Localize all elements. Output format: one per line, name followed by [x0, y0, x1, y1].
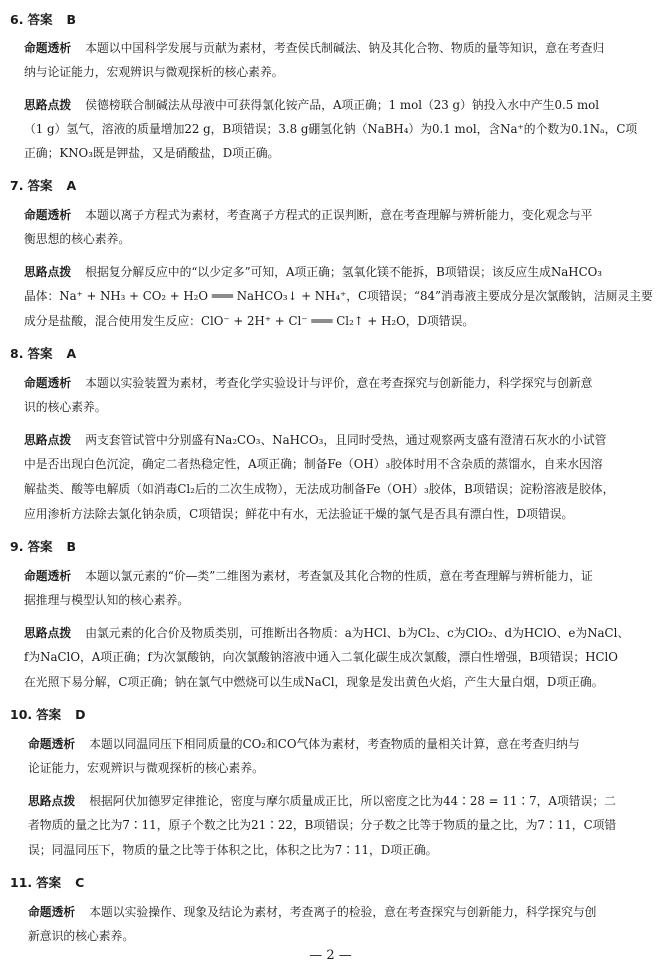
analysis-label: 命题透析: [24, 208, 72, 222]
hint-text: 根据阿伏加德罗定律推论，密度与摩尔质量成正比，所以密度之比为44∶28 = 11∶7，A项错误；二: [89, 794, 616, 808]
answer-value: D: [75, 707, 86, 722]
hint-text: 成分是盐酸，混合使用发生反应：ClO⁻ + 2H⁺ + Cl⁻ ═══ Cl₂↑ + H₂O，D项错误。: [24, 314, 475, 328]
answer-value: A: [66, 178, 77, 193]
analysis-text: 衡思想的核心素养。: [24, 232, 131, 246]
question-number: 9.: [10, 539, 24, 554]
hint-label: 思路点拨: [24, 265, 72, 279]
question-11-heading: [10, 875, 84, 891]
hint-text: 者物质的量之比为7∶11，原子个数之比为21∶22，B项错误；分子数之比等于物质的量之比，为7∶11，C项错: [28, 818, 617, 832]
hint-text: 正确；KNO₃既是钾盐，又是硝酸盐，D项正确。: [24, 146, 280, 160]
hint-label: 思路点拨: [28, 794, 76, 808]
answer-label: 答案: [27, 346, 53, 361]
hint-text: 在光照下易分解，C项正确；钠在氯气中燃烧可以生成NaCl，现象是发出黄色火焰，产生大量白烟，D项正确。: [24, 675, 604, 689]
hint-text: 晶体：Na⁺ + NH₃ + CO₂ + H₂O ═══ NaHCO₃↓ + NH₄⁺，C项错误；“84”消毒液主要成分是次氯酸钠，洁厕灵主要: [24, 289, 653, 303]
hint-label: 思路点拨: [24, 626, 72, 640]
answer-value: C: [75, 875, 85, 890]
question-number: 7.: [10, 178, 24, 193]
hint-text: 由氯元素的化合价及物质类别，可推断出各物质：a为HCl、b为Cl₂、c为ClO₂、d为HClO、e为NaCl、: [85, 626, 630, 640]
analysis-text: 本题以氯元素的“价—类”二维图为素材，考查氯及其化合物的性质，意在考查理解与辨析能力，证: [85, 569, 593, 583]
analysis-line: [28, 736, 580, 752]
analysis-text: 新意识的核心素养。: [28, 929, 135, 943]
hint-text: 中是否出现白色沉淀，确定二者热稳定性，A项正确；制备Fe（OH）₃胶体时用不含杂质的蒸馏水，自来水因溶: [24, 457, 603, 471]
question-8-heading: [10, 346, 76, 362]
analysis-text: 本题以中国科学发展与贡献为素材，考查侯氏制碱法、钠及其化合物、物质的量等知识，意在考查归: [85, 41, 605, 55]
analysis-label: 命题透析: [24, 41, 72, 55]
analysis-text: 据推理与模型认知的核心素养。: [24, 593, 190, 607]
analysis-line: [28, 904, 596, 920]
answer-value: B: [66, 539, 76, 554]
analysis-label: 命题透析: [28, 737, 76, 751]
hint-line: [28, 793, 616, 809]
hint-text: 侯德榜联合制碱法从母液中可获得氯化铵产品，A项正确；1 mol（23 g）钠投入水中产生0.5 mol: [85, 98, 600, 112]
question-9-heading: [10, 539, 76, 555]
question-number: 11.: [10, 875, 33, 890]
analysis-text: 纳与论证能力，宏观辨识与微观探析的核心素养。: [24, 65, 284, 79]
answer-label: 答案: [27, 539, 53, 554]
analysis-text: 识的核心素养。: [24, 400, 107, 414]
answer-label: 答案: [36, 707, 62, 722]
analysis-text: 本题以离子方程式为素材，考查离子方程式的正误判断，意在考查理解与辨析能力，变化观念与平: [85, 208, 593, 222]
question-number: 10.: [10, 707, 33, 722]
analysis-line: [24, 207, 592, 223]
answer-value: A: [66, 346, 77, 361]
analysis-line: [24, 568, 593, 584]
analysis-line: [24, 40, 604, 56]
question-6-heading: [10, 12, 76, 28]
analysis-text: 本题以同温同压下相同质量的CO₂和CO气体为素材，考查物质的量相关计算，意在考查归纳与: [89, 737, 580, 751]
answer-label: 答案: [27, 12, 53, 27]
hint-text: 误；同温同压下，物质的量之比等于体积之比，体积之比为7∶11，D项正确。: [28, 843, 438, 857]
analysis-label: 命题透析: [28, 905, 76, 919]
hint-text: f为NaClO，A项正确；f为次氯酸钠，向次氯酸钠溶液中通入二氧化碳生成次氯酸，漂白性增强，B项错误；HClO: [24, 650, 618, 664]
hint-text: 两支套管试管中分别盛有Na₂CO₃、NaHCO₃，且同时受热，通过观察两支盛有澄清石灰水的小试管: [85, 433, 607, 447]
analysis-line: [24, 375, 592, 391]
question-10-heading: [10, 707, 86, 723]
hint-text: 根据复分解反应中的“以少定多”可知，A项正确；氢氧化镁不能拆，B项错误；该反应生成NaHCO₃: [85, 265, 603, 279]
answer-label: 答案: [27, 178, 53, 193]
hint-line: [24, 97, 599, 113]
hint-text: （1 g）氢气，溶液的质量增加22 g，B项错误；3.8 g硼氢化钠（NaBH₄）为0.1 mol，含Na⁺的个数为0.1Nₐ，C项: [24, 122, 638, 136]
analysis-label: 命题透析: [24, 376, 72, 390]
answer-value: B: [66, 12, 76, 27]
question-number: 6.: [10, 12, 24, 27]
analysis-text: 论证能力，宏观辨识与微观探析的核心素养。: [28, 761, 264, 775]
answer-label: 答案: [36, 875, 62, 890]
question-number: 8.: [10, 346, 24, 361]
page-number: — 2 —: [309, 948, 352, 963]
analysis-label: 命题透析: [24, 569, 72, 583]
analysis-text: 本题以实验操作、现象及结论为素材，考查离子的检验，意在考查探究与创新能力，科学探究与创: [89, 905, 597, 919]
hint-text: 解盐类、酸等电解质（如消毒Cl₂后的二次生成物），无法成功制备Fe（OH）₃胶体，B项错误；淀粉溶液是胶体，: [24, 482, 615, 496]
analysis-text: 本题以实验装置为素材，考查化学实验设计与评价，意在考查探究与创新能力，科学探究与创新意: [85, 376, 593, 390]
question-7-heading: [10, 178, 76, 194]
hint-label: 思路点拨: [24, 98, 72, 112]
hint-line: [24, 264, 602, 280]
hint-line: [24, 625, 629, 641]
hint-line: [24, 432, 606, 448]
hint-text: 应用渗析方法除去氯化钠杂质，C项错误；鲜花中有水，无法验证干燥的氯气是否具有漂白性，D项错误。: [24, 507, 574, 521]
hint-label: 思路点拨: [24, 433, 72, 447]
